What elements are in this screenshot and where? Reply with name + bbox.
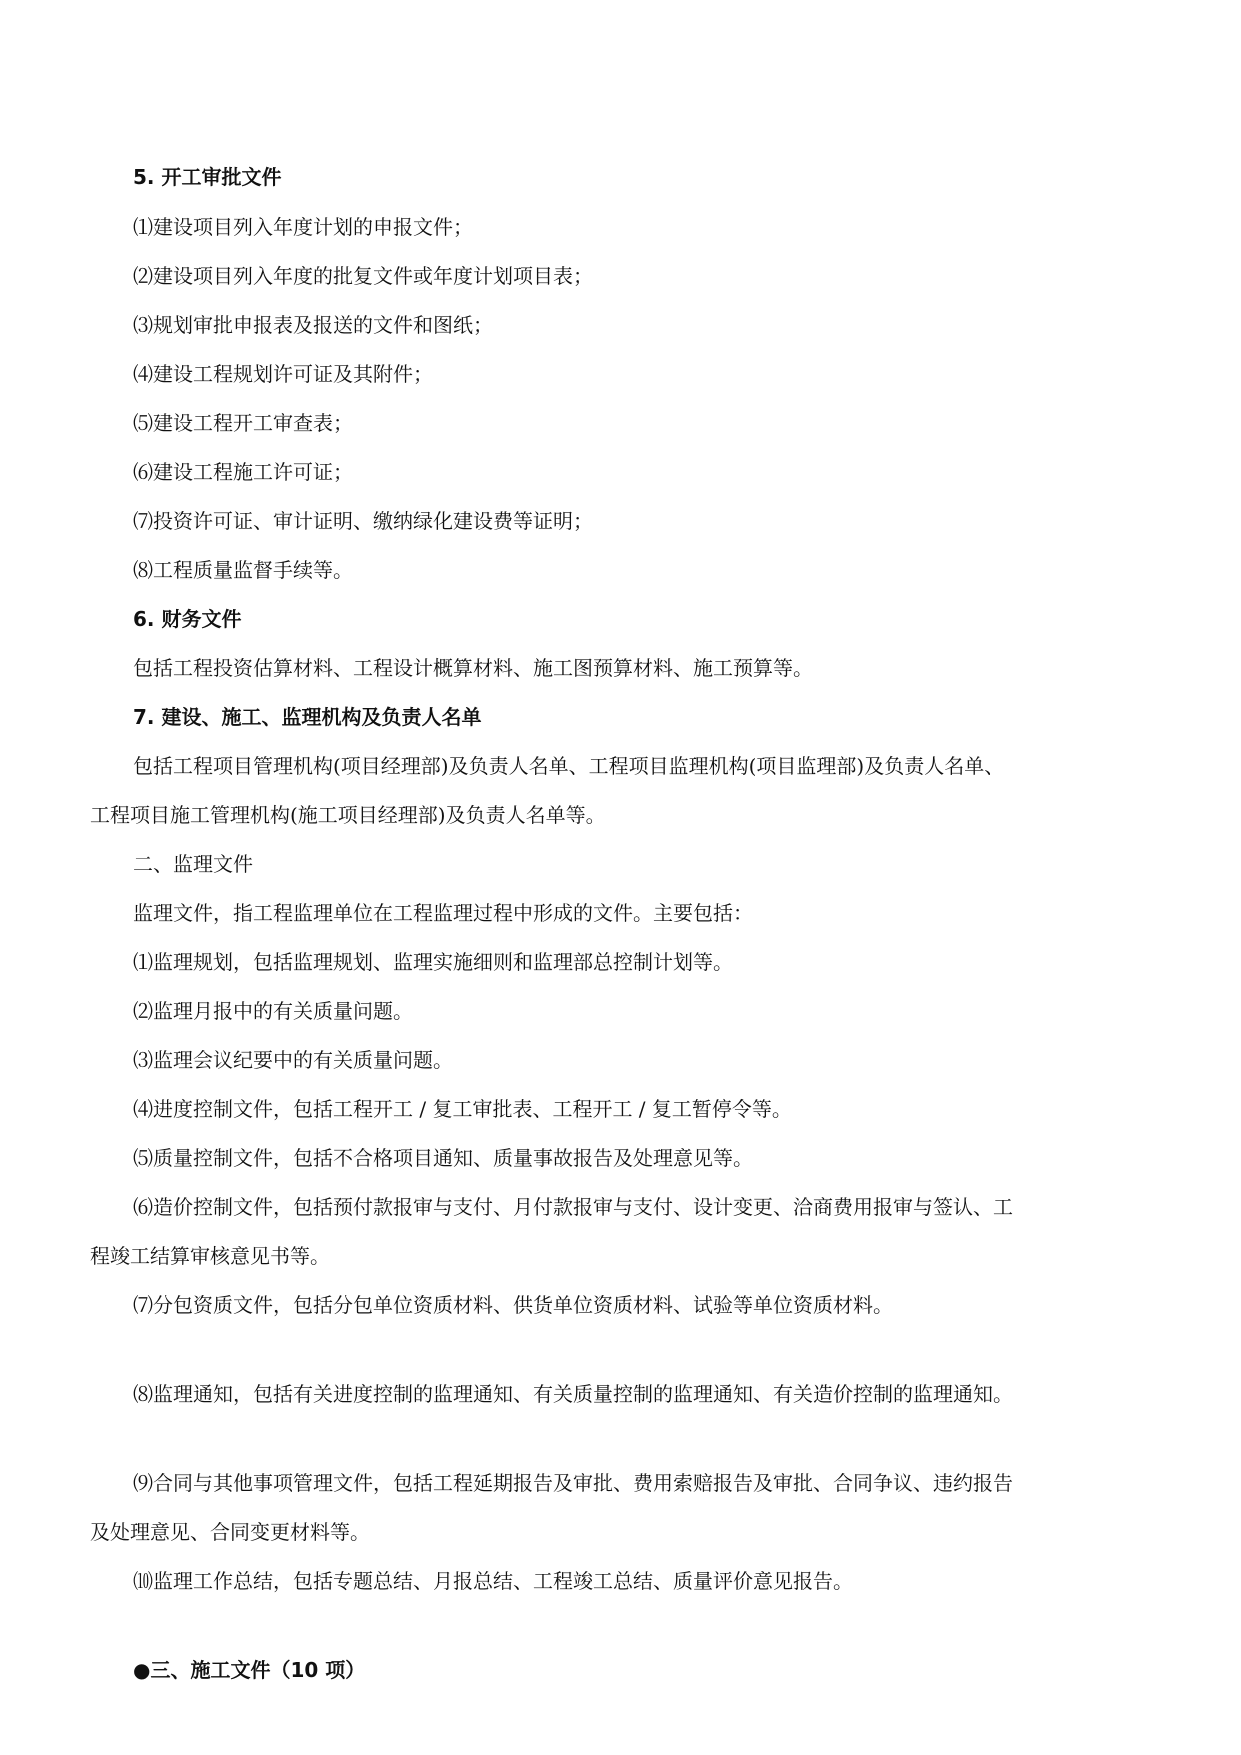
paragraph-line: ⑺分包资质文件，包括分包单位资质材料、供货单位资质材料、试验等单位资质材料。 (133, 1293, 893, 1317)
paragraph-line: ⑵监理月报中的有关质量问题。 (133, 999, 413, 1023)
paragraph-line: ⑽监理工作总结，包括专题总结、月报总结、工程竣工总结、质量评价意见报告。 (133, 1569, 853, 1593)
paragraph-line: 程竣工结算审核意见书等。 (90, 1244, 330, 1268)
paragraph-line: 监理文件，指工程监理单位在工程监理过程中形成的文件。主要包括： (133, 901, 753, 925)
paragraph-line: ⑹造价控制文件，包括预付款报审与支付、月付款报审与支付、设计变更、洽商费用报审与签认、工 (133, 1195, 1013, 1219)
paragraph-line: ⑷建设工程规划许可证及其附件； (133, 362, 433, 386)
paragraph-line: ⑸质量控制文件，包括不合格项目通知、质量事故报告及处理意见等。 (133, 1146, 753, 1170)
paragraph-line: 工程项目施工管理机构(施工项目经理部)及负责人名单等。 (90, 803, 606, 827)
paragraph-line: 及处理意见、合同变更材料等。 (90, 1520, 370, 1544)
paragraph-line: ⑺投资许可证、审计证明、缴纳绿化建设费等证明； (133, 509, 593, 533)
paragraph-line: 包括工程投资估算材料、工程设计概算材料、施工图预算材料、施工预算等。 (133, 656, 813, 680)
paragraph-line: 包括工程项目管理机构(项目经理部)及负责人名单、工程项目监理机构(项目监理部)及负责人名单、 (133, 754, 1005, 778)
section-heading: ●三、施工文件（10 项） (133, 1658, 366, 1682)
section-heading: 7. 建设、施工、监理机构及负责人名单 (133, 705, 482, 729)
paragraph-line: ⑻监理通知，包括有关进度控制的监理通知、有关质量控制的监理通知、有关造价控制的监理通知。 (133, 1382, 1013, 1406)
paragraph-line: ⑻工程质量监督手续等。 (133, 558, 353, 582)
paragraph-line: ⑶规划审批申报表及报送的文件和图纸； (133, 313, 493, 337)
paragraph-line: ⑹建设工程施工许可证； (133, 460, 353, 484)
paragraph-line: ⑵建设项目列入年度的批复文件或年度计划项目表； (133, 264, 593, 288)
paragraph-line: ⑴监理规划，包括监理规划、监理实施细则和监理部总控制计划等。 (133, 950, 733, 974)
paragraph-line: ⑷进度控制文件，包括工程开工 / 复工审批表、工程开工 / 复工暂停令等。 (133, 1097, 792, 1121)
paragraph-line: ⑴建设项目列入年度计划的申报文件； (133, 215, 473, 239)
section-heading: 6. 财务文件 (133, 607, 242, 631)
paragraph-line: ⑼合同与其他事项管理文件，包括工程延期报告及审批、费用索赔报告及审批、合同争议、违约报告 (133, 1471, 1013, 1495)
paragraph-line: 二、监理文件 (133, 852, 253, 876)
paragraph-line: ⑸建设工程开工审查表； (133, 411, 353, 435)
paragraph-line: ⑶监理会议纪要中的有关质量问题。 (133, 1048, 453, 1072)
section-heading: 5. 开工审批文件 (133, 165, 282, 189)
